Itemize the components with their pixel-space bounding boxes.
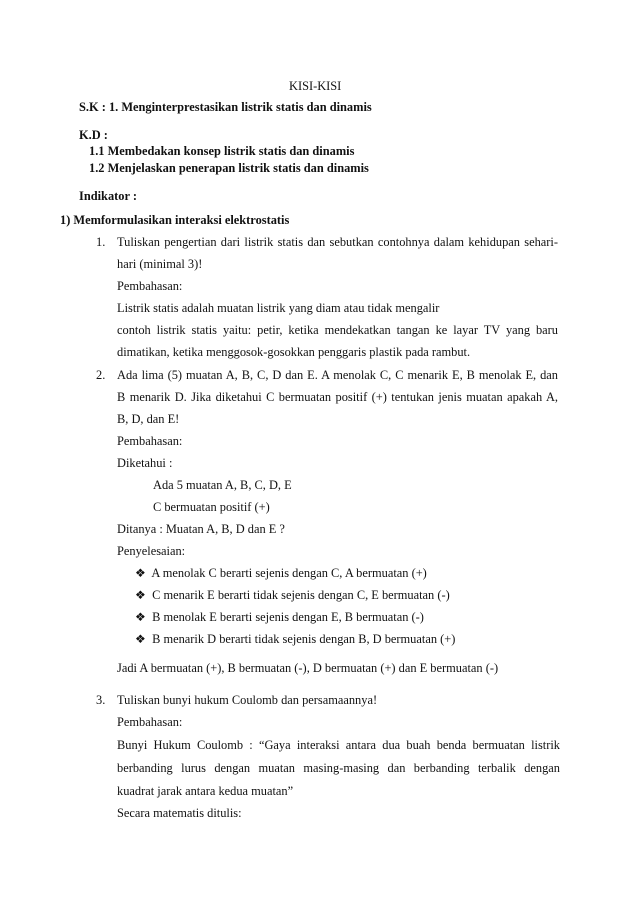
answer-text: Listrik statis adalah muatan listrik yang diam atau tidak mengalir [117, 301, 440, 315]
sk-line: S.K : 1. Menginterprestasikan listrik statis dan dinamis [79, 100, 372, 114]
list-item-text: C menarik E berarti tidak sejenis dengan C, E bermuatan (-) [152, 588, 450, 602]
diketahui-item: Ada 5 muatan A, B, C, D, E [153, 478, 292, 492]
indikator-item: 1) Memformulasikan interaksi elektrostatis [60, 213, 290, 227]
conclusion-line: Jadi A bermuatan (+), B bermuatan (-), D bermuatan (+) dan E bermuatan (-) [117, 661, 499, 675]
kd-label: K.D : [79, 128, 108, 142]
question-number: 3. [96, 693, 106, 707]
diamond-bullet-icon: ❖ [135, 632, 146, 646]
answer-text: kuadrat jarak antara kedua muatan” [117, 784, 294, 798]
question-number: 2. [96, 368, 106, 382]
answer-text: Secara matematis ditulis: [117, 806, 242, 820]
penyelesaian-label: Penyelesaian: [117, 544, 186, 558]
question-number: 1. [96, 235, 106, 249]
question-text: Ada lima (5) muatan A, B, C, D dan E. A menolak C, C menarik E, B menolak E, dan [117, 368, 558, 382]
list-item [135, 588, 450, 603]
answer-text: Bunyi Hukum Coulomb : “Gaya interaksi antara dua buah benda bermuatan listrik [117, 738, 560, 752]
list-item [135, 632, 455, 647]
pembahasan-label: Pembahasan: [117, 279, 183, 293]
answer-text: berbanding lurus dengan muatan masing-masing dan berbanding terbalik dengan [117, 761, 560, 775]
page-title: KISI-KISI [289, 79, 342, 93]
pembahasan-label: Pembahasan: [117, 434, 183, 448]
diketahui-item: C bermuatan positif (+) [153, 500, 270, 514]
kd-item: 1.2 Menjelaskan penerapan listrik statis dan dinamis [89, 161, 369, 175]
list-item [135, 566, 427, 581]
list-item [135, 610, 424, 625]
diamond-bullet-icon: ❖ [135, 566, 146, 580]
indikator-label: Indikator : [79, 189, 137, 203]
diketahui-label: Diketahui : [117, 456, 173, 470]
answer-text: dimatikan, ketika menggosok-gosokkan penggaris plastik pada rambut. [117, 345, 471, 359]
answer-text: contoh listrik statis yaitu: petir, ketika mendekatkan tangan ke layar TV yang baru [117, 323, 558, 337]
question-text: B menarik D. Jika diketahui C bermuatan positif (+) tentukan jenis muatan apakah A, [117, 390, 558, 404]
diamond-bullet-icon: ❖ [135, 610, 146, 624]
list-item-text: A menolak C berarti sejenis dengan C, A bermuatan (+) [151, 566, 427, 580]
list-item-text: B menarik D berarti tidak sejenis dengan B, D bermuatan (+) [152, 632, 456, 646]
question-text: hari (minimal 3)! [117, 257, 203, 271]
list-item-text: B menolak E berarti sejenis dengan E, B bermuatan (-) [152, 610, 424, 624]
pembahasan-label: Pembahasan: [117, 715, 183, 729]
kd-item: 1.1 Membedakan konsep listrik statis dan dinamis [89, 144, 355, 158]
ditanya-line: Ditanya : Muatan A, B, D dan E ? [117, 522, 285, 536]
question-text: Tuliskan bunyi hukum Coulomb dan persamaannya! [117, 693, 378, 707]
question-text: B, D, dan E! [117, 412, 180, 426]
diamond-bullet-icon: ❖ [135, 588, 146, 602]
question-text: Tuliskan pengertian dari listrik statis dan sebutkan contohnya dalam kehidupan sehari- [117, 235, 558, 249]
